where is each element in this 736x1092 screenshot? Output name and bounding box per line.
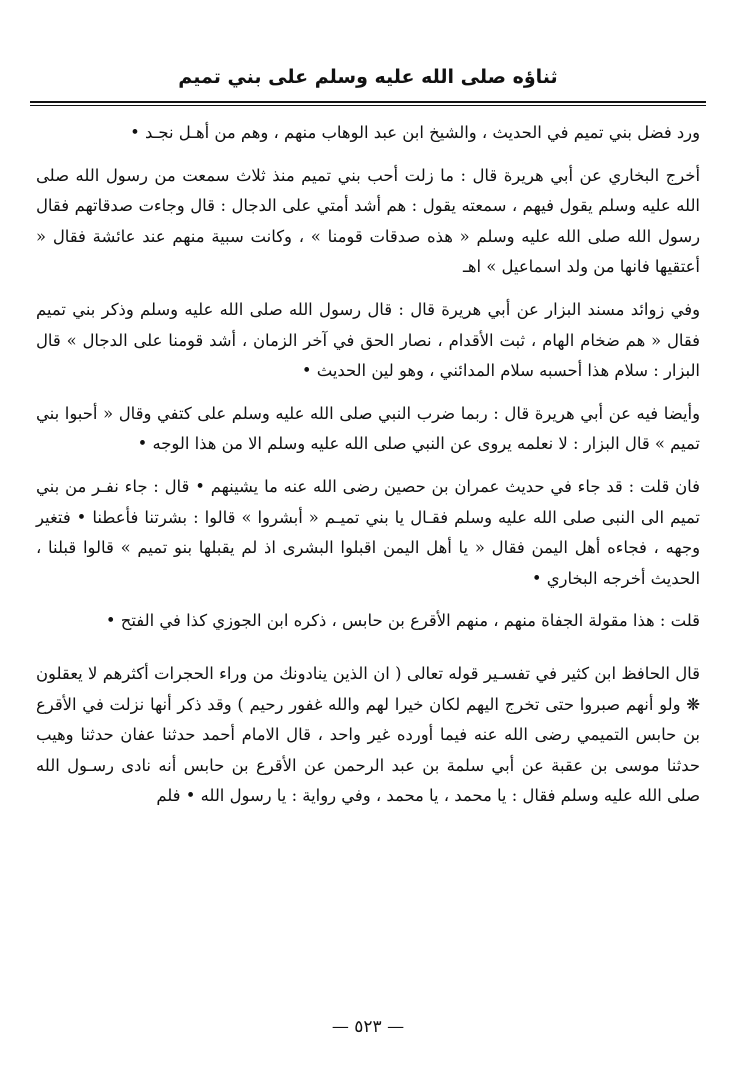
- paragraph-intro: ورد فضل بني تميم في الحديث ، والشيخ ابن عبد الوهاب منهم ، وهم من أهـل نجـد •: [130, 123, 700, 142]
- paragraph-objection: فان قلت : قد جاء في حديث عمران بن حصين رضى الله عنه ما يشينهم • قال : جاء نفـر من بني تميم الى النبى صلى الله عليه وسلم فقـال يا بني تميـم « أبشروا » قالوا : بشرتنا فأعطنا • فتغير وجهه ، فجاءه أهل اليمن فقال « يا أهل اليمن اقبلوا البشرى اذ لم يقبلها بنو تميم » قالوا قبلنا ، الحديث أخرجه البخاري •: [36, 476, 700, 588]
- paragraph-bazzar: وفي زوائد مسند البزار عن أبي هريرة قال : قال رسول الله صلى الله عليه وسلم وذكر بني تميم فقال « هم ضخام الهام ، ثبت الأقدام ، نصار الحق في آخر الزمان ، أشد قومنا على الدجال » قال البزار : سلام هذا أحسبه سلام المدائني ، وهو لين الحديث •: [36, 299, 700, 381]
- paragraph-reply: قلت : هذا مقولة الجفاة منهم ، منهم الأقرع بن حابس ، ذكره ابن الجوزي كذا في الفتح •: [105, 611, 700, 631]
- page-number: — ٥٢٣ —: [331, 1017, 405, 1037]
- paragraph-ibn-kathir: قال الحافظ ابن كثير في تفسـير قوله تعالى ( ان الذين ينادونك من وراء الحجرات أكثرهم لا يعقلون ❋ ولو أنهم صبروا حتى تخرج اليهم لكان خيرا لهم والله غفور رحيم ) وقد ذكر أنها نزلت في الأقرع بن حابس التميمي رضى الله عنه فيما أورده غير واحد ، قال الامام أحمد حدثنا عفان حدثنا وهيب حدثنا موسى بن عقبة عن أبي سلمة بن عبد الرحمن عن الأقرع بن حابس أنه نادى رسـول الله صلى الله عليه وسلم فقال : يا محمد ، يا محمد ، وفي رواية : يا رسول الله • فلم: [36, 663, 700, 806]
- paragraph-bazzar-2: وأيضا فيه عن أبي هريرة قال : ربما ضرب النبي صلى الله عليه وسلم على كتفي وقال « أحبوا بني تميم » قال البزار : لا نعلمه يروى عن النبي صلى الله عليه وسلم الا من هذا الوجه •: [36, 403, 700, 454]
- paragraph-bukhari: أخرج البخاري عن أبي هريرة قال : ما زلت أحب بني تميم منذ ثلاث سمعت من رسول الله صلى الله عليه وسلم يقول فيهم ، سمعته يقول : هم أشد أمتي على الدجال : قال وجاءت صدقاتهم فقال رسول الله صلى الله عليه وسلم « هذه صدقات قومنا » ، وكانت سبية منهم عند عائشة فقال « أعتقيها فانها من ولد اسماعيل » اهـ: [36, 165, 700, 277]
- body-text: [36, 118, 700, 824]
- header-rule: [30, 101, 706, 103]
- header-rule-secondary: [30, 105, 706, 106]
- running-header: ثناؤه صلى الله عليه وسلم على بني تميم: [178, 66, 558, 88]
